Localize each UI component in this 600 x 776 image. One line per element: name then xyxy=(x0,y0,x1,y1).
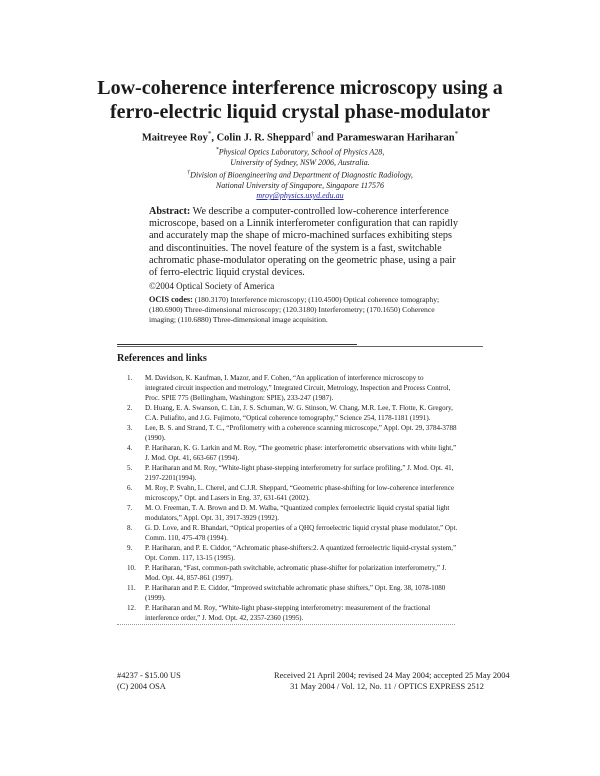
footer-copyright: (C) 2004 OSA xyxy=(117,681,166,691)
abstract-label: Abstract: xyxy=(149,206,191,217)
affiliation-text: National University of Singapore, Singapore 117576 xyxy=(215,180,385,190)
reference-list xyxy=(117,373,487,623)
reference-line: J. Mod. Opt. 41, 663-667 (1994). xyxy=(145,454,240,462)
reference-line: C.A. Puliafito, and J.G. Fujimoto, “Optical coherence tomography,” Science 254, 1178-1181 (1991). xyxy=(145,414,431,422)
abstract-line: microscope, based on a Linnik interferometer configuration that can rapidly xyxy=(149,218,458,230)
ocis-codes xyxy=(149,295,455,325)
reference-line: Comm. 110, 475-478 (1994). xyxy=(145,534,228,542)
reference-number: 1. xyxy=(127,374,133,382)
reference-line: integrated circuit inspection and metrology,” Integrated Circuit, Metrology, Inspection and Process Control, xyxy=(145,384,451,392)
abstract-line: and accurately map the shape of micro-machined surfaces exhibiting steps xyxy=(149,230,452,242)
affiliation-text: Division of Bioengineering and Department of Diagnostic Radiology, xyxy=(190,170,413,180)
footer-right xyxy=(274,671,510,692)
reference-line: P. Hariharan, “Fast, common-path switchable, achromatic phase-shifter for polarization interferometry,” J. xyxy=(145,564,447,572)
ocis-line: imaging; (110.6880) Three-dimensional image acquisition. xyxy=(149,315,328,324)
reference-line: Lee, B. S. and Strand, T. C., “Profilometry with a coherence scanning microscope,” Appl. Opt. 29, 3784-3788 xyxy=(145,424,457,432)
reference-item xyxy=(117,443,487,463)
reference-number: 11. xyxy=(127,584,136,592)
affiliations xyxy=(0,145,600,201)
reference-line: modulators,” Appl. Opt. 31, 3917-3929 (1992). xyxy=(145,514,279,522)
author-name: Colin J. R. Sheppard xyxy=(216,132,311,144)
author-mark: * xyxy=(207,130,212,138)
reference-item xyxy=(117,583,487,603)
ocis-text: (180.3170) Interference microscopy; (110.4500) Optical coherence tomography; xyxy=(192,295,440,304)
footer-citation: 31 May 2004 / Vol. 12, No. 11 / OPTICS EXPRESS 2512 xyxy=(290,681,484,691)
reference-line: P. Hariharan and M. Roy, “White-light phase-stepping interferometry: measurement of the fractional xyxy=(145,604,431,612)
reference-number: 2. xyxy=(127,404,133,412)
author-mark: * xyxy=(454,130,459,138)
reference-line: Mod. Opt. 44, 857-861 (1997). xyxy=(145,574,233,582)
reference-item xyxy=(117,423,487,443)
ocis-line xyxy=(149,295,455,305)
affiliation-text: University of Sydney, NSW 2006, Australia. xyxy=(230,157,370,167)
author-list xyxy=(0,128,600,145)
abstract-line: achromatic phase-modulator operating on the geometric phase, using a pair xyxy=(149,254,456,266)
section-divider xyxy=(117,344,357,345)
reference-number: 10. xyxy=(127,564,136,572)
reference-line: Opt. Comm. 117, 13-15 (1995). xyxy=(145,554,235,562)
reference-line: (1999). xyxy=(145,594,166,602)
reference-line: microscopy,” Opt. and Lasers in Eng. 37, 631-641 (2002). xyxy=(145,494,310,502)
paper-title xyxy=(0,76,600,124)
affiliation-mark: † xyxy=(187,170,191,177)
affiliation-line xyxy=(0,145,600,158)
abstract-line: and discontinuities. The novel feature of the system is a fast, switchable xyxy=(149,242,442,254)
reference-item xyxy=(117,523,487,543)
reference-line: P. Hariharan, K. G. Larkin and M. Roy, “The geometric phase: interferometric observations with white light,” xyxy=(145,444,457,452)
affiliation-text: Physical Optics Laboratory, School of Physics A28, xyxy=(218,147,385,157)
ocis-label: OCIS codes: xyxy=(149,295,193,304)
affiliation-line xyxy=(0,181,600,191)
section-divider xyxy=(117,346,483,347)
reference-line: 2197-2201(1994). xyxy=(145,474,197,482)
reference-item xyxy=(117,483,487,503)
references-end-divider xyxy=(117,624,455,625)
affiliation-mark: * xyxy=(215,147,219,153)
reference-line: interference order,” J. Mod. Opt. 42, 2357-2360 (1995). xyxy=(145,614,304,622)
reference-number: 5. xyxy=(127,464,133,472)
reference-number: 6. xyxy=(127,484,133,492)
title-line: Low-coherence interference microscopy using a xyxy=(97,77,503,99)
author-separator: and xyxy=(314,132,337,144)
footer-history: Received 21 April 2004; revised 24 May 2004; accepted 25 May 2004 xyxy=(274,671,510,680)
reference-line: Proc. SPIE 775 (Bellingham, Washington: SPIE), 233-247 (1987). xyxy=(145,394,334,402)
reference-line: P. Hariharan, and P. E. Ciddor, “Achromatic phase-shifters:2. A quantized ferroelectric liquid-crystal system,” xyxy=(145,544,457,552)
author-name: Parameswaran Hariharan xyxy=(336,132,455,144)
references-heading: References and links xyxy=(117,353,207,364)
reference-line: G. D. Love, and R. Bhandari, “Optical properties of a QHQ ferroelectric liquid crystal phase modulator,” Opt. xyxy=(145,524,458,532)
abstract xyxy=(149,206,457,279)
reference-item xyxy=(117,373,487,403)
author-name: Maitreyee Roy xyxy=(141,132,208,144)
reference-item xyxy=(117,403,487,423)
author-separator: , xyxy=(211,132,217,144)
title-line: ferro-electric liquid crystal phase-modulator xyxy=(109,101,491,123)
footer-price: #4237 - $15.00 US xyxy=(117,671,181,680)
reference-item xyxy=(117,503,487,523)
email-link[interactable]: mroy@physics.usyd.edu.au xyxy=(256,191,344,201)
reference-number: 3. xyxy=(127,424,133,432)
reference-item xyxy=(117,603,487,623)
reference-item xyxy=(117,563,487,583)
footer-left xyxy=(117,671,181,692)
reference-line: M. Davidson, K. Kaufman, I. Mazor, and F. Cohen, “An application of interference microscopy to xyxy=(145,374,424,382)
abstract-line xyxy=(149,206,457,218)
copyright-notice: ©2004 Optical Society of America xyxy=(149,281,275,291)
reference-number: 7. xyxy=(127,504,133,512)
reference-number: 12. xyxy=(127,604,136,612)
reference-number: 4. xyxy=(127,444,133,452)
ocis-line: (180.6900) Three-dimensional microscopy; (120.3180) Interferometry; (170.1650) Coherence xyxy=(149,305,435,314)
reference-line: M. O. Freeman, T. A. Brown and D. M. Walba, “Quantized complex ferroelectric liquid crystal spatial light xyxy=(145,504,450,512)
reference-line: M. Roy, P. Svahn, L. Cherel, and C.J.R. Sheppard, “Geometric phase-shifting for low-coherence interference xyxy=(145,484,455,492)
reference-number: 9. xyxy=(127,544,133,552)
reference-item xyxy=(117,463,487,483)
reference-item xyxy=(117,543,487,563)
reference-line: (1990). xyxy=(145,434,166,442)
author-mark: † xyxy=(310,130,315,138)
reference-line: P. Hariharan and M. Roy, “White-light phase-stepping interferometry for surface profiling,” J. Mod. Opt. 41, xyxy=(145,464,454,472)
reference-number: 8. xyxy=(127,524,133,532)
abstract-line: of ferro-electric liquid crystal devices. xyxy=(149,267,305,279)
affiliation-line xyxy=(0,158,600,168)
reference-line: D. Huang, E. A. Swanson, C. Lin, J. S. Schuman, W. G. Stinson, W. Chang, M.R. Lee, T. Flotte, K. Gregory, xyxy=(145,404,453,412)
abstract-text: We describe a computer-controlled low-coherence interference xyxy=(190,206,449,217)
affiliation-line xyxy=(0,168,600,181)
affiliation-line xyxy=(0,191,600,201)
reference-line: P. Hariharan and P. E. Ciddor, “Improved switchable achromatic phase shifters,” Opt. Eng. 38, 1078-1080 xyxy=(145,584,446,592)
